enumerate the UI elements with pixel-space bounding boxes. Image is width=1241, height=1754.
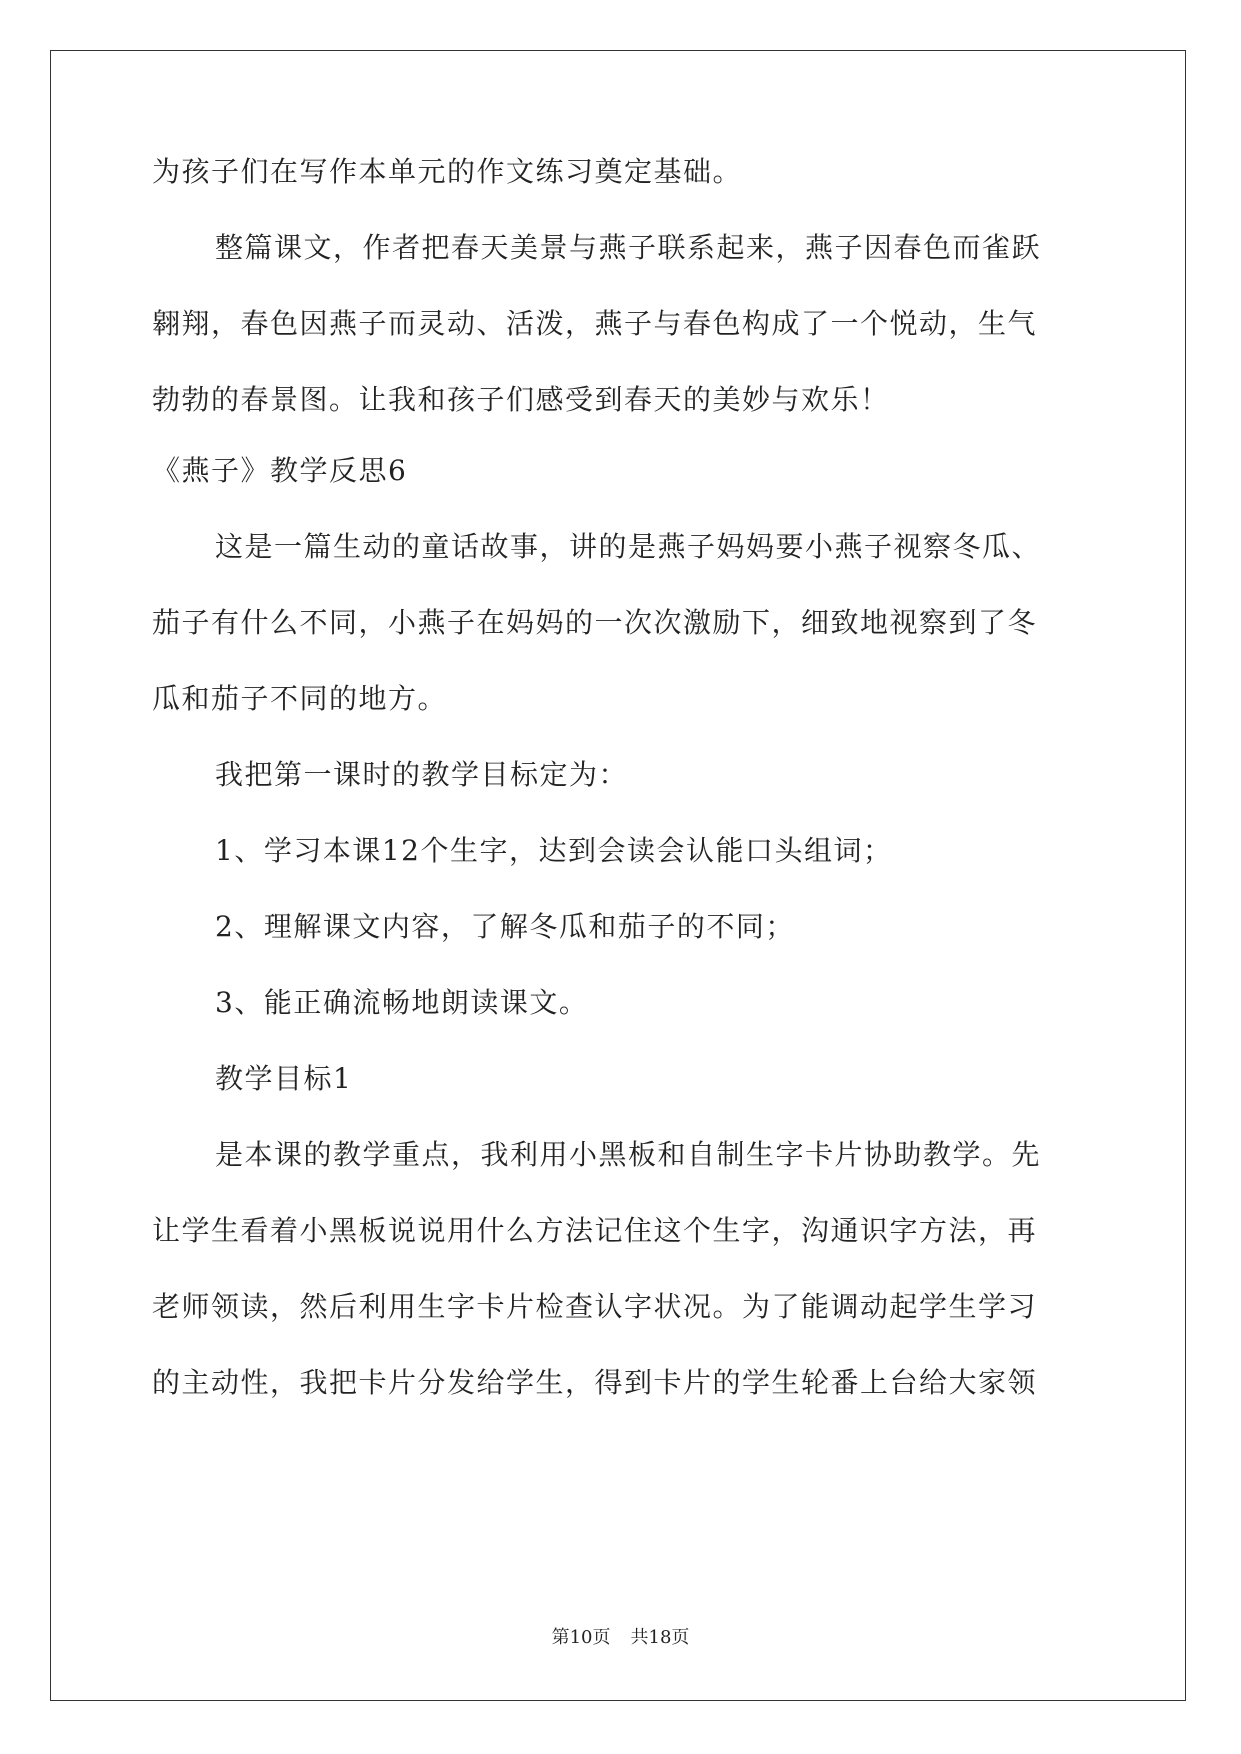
text-line: 我把第一课时的教学目标定为： (215, 758, 629, 791)
text-line: 茄子有什么不同，小燕子在妈妈的一次次激励下，细致地视察到了冬 (152, 606, 1038, 639)
text-line: 瓜和茄子不同的地方。 (152, 682, 448, 715)
page-total: 共18页 (630, 1627, 690, 1648)
text-line: 翱翔，春色因燕子而灵动、活泼，燕子与春色构成了一个悦动，生气 (152, 307, 1038, 340)
text-line: 的主动性，我把卡片分发给学生，得到卡片的学生轮番上台给大家领 (152, 1366, 1038, 1399)
text-line: 整篇课文，作者把春天美景与燕子联系起来，燕子因春色而雀跃 (215, 231, 1042, 264)
text-line: 老师领读，然后利用生字卡片检查认字状况。为了能调动起学生学习 (152, 1290, 1038, 1323)
list-item: 3、能正确流畅地朗读课文。 (215, 986, 589, 1019)
list-item: 1、学习本课12个生字，达到会读会认能口头组词； (215, 834, 893, 867)
section-heading: 《燕子》教学反思6 (152, 454, 408, 487)
subheading: 教学目标1 (215, 1062, 353, 1095)
page-border (50, 50, 1186, 1701)
page-number: 第10页 (551, 1627, 611, 1648)
text-line: 这是一篇生动的童话故事，讲的是燕子妈妈要小燕子视察冬瓜、 (215, 530, 1042, 563)
text-line: 是本课的教学重点，我利用小黑板和自制生字卡片协助教学。先 (215, 1138, 1042, 1171)
text-line: 勃勃的春景图。让我和孩子们感受到春天的美妙与欢乐！ (152, 383, 890, 416)
text-line: 为孩子们在写作本单元的作文练习奠定基础。 (152, 155, 743, 188)
list-item: 2、理解课文内容，了解冬瓜和茄子的不同； (215, 910, 795, 943)
page-footer (0, 1626, 1241, 1650)
text-line: 让学生看着小黑板说说用什么方法记住这个生字，沟通识字方法，再 (152, 1214, 1038, 1247)
